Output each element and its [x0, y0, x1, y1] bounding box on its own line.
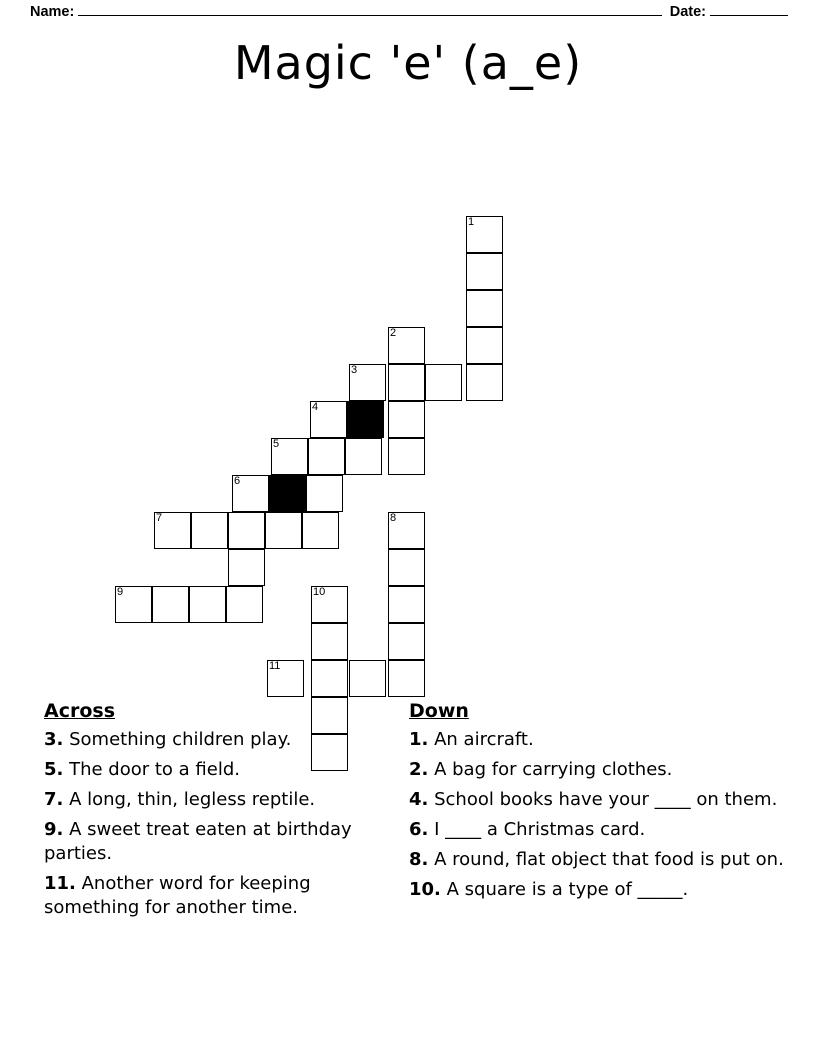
clue-item [44, 728, 409, 752]
clue-text: A sweet treat eaten at birthday parties. [44, 819, 352, 864]
grid-cell[interactable] [267, 660, 304, 697]
clue-item [44, 788, 409, 812]
grid-cell-number: 2 [390, 327, 397, 339]
grid-cell[interactable] [466, 253, 503, 290]
clue-text: Another word for keeping something for another time. [44, 873, 311, 918]
grid-cell[interactable] [388, 660, 425, 697]
grid-cell[interactable] [425, 364, 462, 401]
clue-item [409, 758, 784, 782]
grid-cell[interactable] [308, 438, 345, 475]
grid-cell[interactable] [388, 623, 425, 660]
grid-cell-blocked [347, 401, 384, 438]
clue-number: 4. [409, 789, 429, 810]
clue-number: 10. [409, 879, 441, 900]
clue-text: I ____ a Christmas card. [428, 819, 646, 840]
grid-cell[interactable] [349, 364, 386, 401]
clue-number: 8. [409, 849, 429, 870]
clue-item [44, 818, 409, 866]
grid-cell-number: 8 [390, 512, 397, 524]
grid-cell[interactable] [115, 586, 152, 623]
clue-text: Something children play. [63, 729, 292, 750]
clues-section [44, 700, 784, 926]
across-column [44, 700, 409, 926]
clue-number: 3. [44, 729, 64, 750]
grid-cell[interactable] [189, 586, 226, 623]
name-label: Name: [30, 4, 75, 20]
grid-cell[interactable] [388, 401, 425, 438]
clue-item [409, 878, 784, 902]
grid-cell[interactable] [388, 586, 425, 623]
grid-cell[interactable] [311, 660, 348, 697]
clue-text: A round, flat object that food is put on. [428, 849, 784, 870]
grid-cell-number: 4 [312, 401, 319, 413]
grid-cell-number: 3 [351, 364, 358, 376]
grid-cell-number: 1 [468, 216, 475, 228]
clue-text: A bag for carrying clothes. [428, 759, 673, 780]
grid-cell[interactable] [388, 549, 425, 586]
grid-cell[interactable] [466, 327, 503, 364]
grid-cell[interactable] [466, 364, 503, 401]
clue-text: The door to a field. [63, 759, 240, 780]
grid-cell[interactable] [466, 290, 503, 327]
grid-cell-number: 6 [234, 475, 241, 487]
grid-cell[interactable] [232, 475, 269, 512]
header [30, 4, 788, 20]
date-write-line [710, 5, 788, 16]
across-heading: Across [44, 700, 116, 722]
grid-cell[interactable] [388, 364, 425, 401]
grid-cell-number: 10 [313, 586, 326, 598]
name-write-line [78, 5, 661, 16]
grid-cell-number: 11 [269, 660, 281, 672]
grid-cell[interactable] [191, 512, 228, 549]
grid-cell[interactable] [349, 660, 386, 697]
grid-cell[interactable] [154, 512, 191, 549]
clue-item [44, 872, 409, 920]
date-label: Date: [669, 4, 706, 20]
clue-item [44, 758, 409, 782]
grid-cell[interactable] [302, 512, 339, 549]
clue-text: A square is a type of _____. [440, 879, 689, 900]
clue-number: 5. [44, 759, 64, 780]
grid-cell[interactable] [228, 512, 265, 549]
grid-cell[interactable] [388, 512, 425, 549]
grid-cell[interactable] [466, 216, 503, 253]
grid-cell[interactable] [152, 586, 189, 623]
clue-text: A long, thin, legless reptile. [63, 789, 316, 810]
clue-text: School books have your ____ on them. [428, 789, 778, 810]
grid-cell-number: 7 [156, 512, 163, 524]
grid-cell-number: 9 [117, 586, 124, 598]
clue-item [409, 848, 784, 872]
grid-cell[interactable] [226, 586, 263, 623]
grid-cell[interactable] [388, 327, 425, 364]
clue-number: 7. [44, 789, 64, 810]
clue-number: 9. [44, 819, 64, 840]
clue-item [409, 728, 784, 752]
grid-cell[interactable] [310, 401, 347, 438]
crossword-grid [0, 108, 816, 698]
down-column [409, 700, 784, 926]
grid-cell[interactable] [306, 475, 343, 512]
grid-cell-blocked [269, 475, 306, 512]
page-title: Magic 'e' (a_e) [233, 36, 583, 90]
clue-number: 1. [409, 729, 429, 750]
clue-item [409, 788, 784, 812]
clue-number: 11. [44, 873, 76, 894]
grid-cell[interactable] [228, 549, 265, 586]
clue-item [409, 818, 784, 842]
grid-cell[interactable] [388, 438, 425, 475]
grid-cell[interactable] [271, 438, 308, 475]
grid-cell[interactable] [345, 438, 382, 475]
down-heading: Down [409, 700, 469, 722]
clue-number: 6. [409, 819, 429, 840]
grid-cell[interactable] [311, 623, 348, 660]
clue-text: An aircraft. [428, 729, 534, 750]
grid-cell[interactable] [265, 512, 302, 549]
clue-number: 2. [409, 759, 429, 780]
grid-cell-number: 5 [273, 438, 280, 450]
grid-cell[interactable] [311, 586, 348, 623]
